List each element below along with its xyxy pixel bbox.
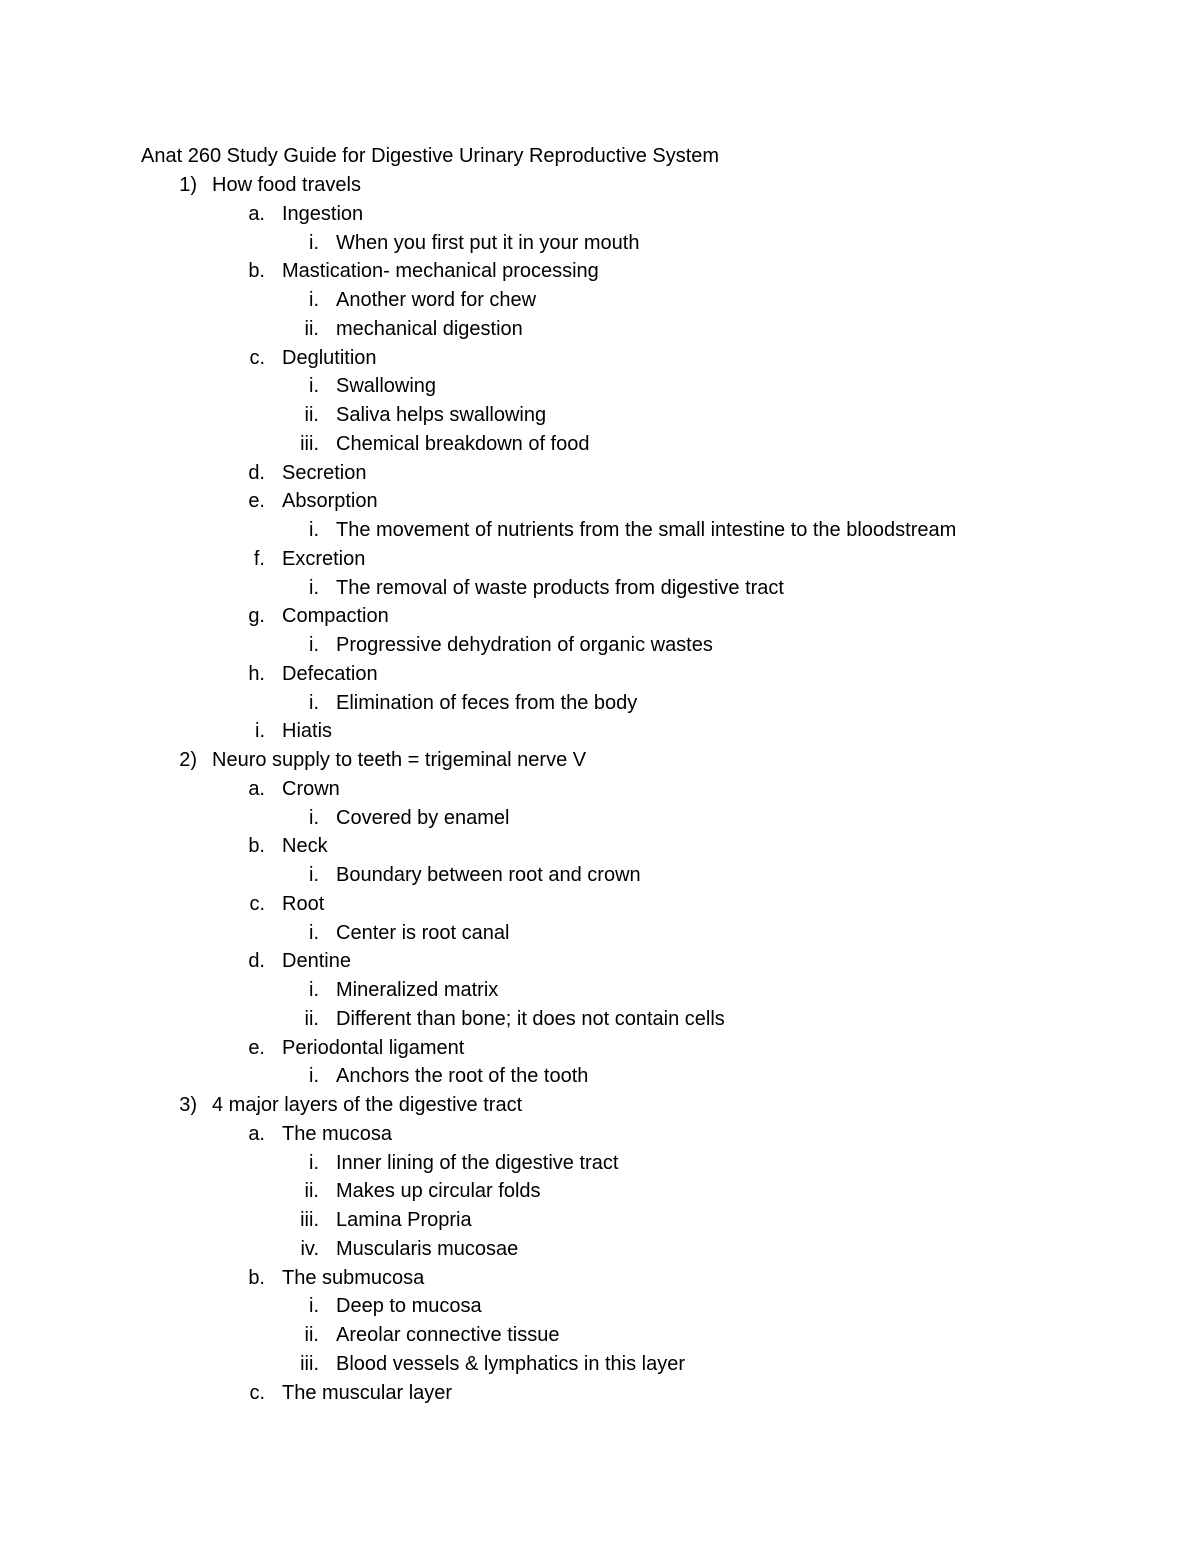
- list-item-text: Muscularis mucosae: [336, 1237, 519, 1260]
- list-item-text: Crown: [282, 777, 340, 800]
- outline-item-level-3: [0, 1235, 1200, 1264]
- list-marker: iii.: [300, 1209, 319, 1231]
- list-item-text: The submucosa: [282, 1266, 425, 1289]
- list-item-text: Different than bone; it does not contain cells: [336, 1007, 725, 1030]
- list-item-text: Elimination of feces from the body: [336, 691, 638, 714]
- list-item-text: Blood vessels & lymphatics in this layer: [336, 1352, 686, 1375]
- outline-item-level-3: [0, 631, 1200, 660]
- list-marker: i.: [309, 634, 319, 656]
- list-item-text: When you first put it in your mouth: [336, 231, 640, 254]
- list-marker: i.: [309, 1065, 319, 1088]
- outline-item-level-3: [0, 286, 1200, 315]
- list-item-text: Defecation: [282, 662, 378, 685]
- outline-item-level-3: [0, 1062, 1200, 1091]
- outline-item-level-3: [0, 1177, 1200, 1206]
- outline-item-level-3: [0, 401, 1200, 430]
- outline-item-level-2: [0, 660, 1200, 689]
- list-item-text: Dentine: [282, 950, 351, 973]
- list-item-text: Another word for chew: [336, 289, 537, 311]
- list-marker: iv.: [300, 1237, 319, 1260]
- outline-item-level-2: [0, 890, 1200, 919]
- outline-item-level-3: [0, 1321, 1200, 1350]
- list-marker: i.: [309, 806, 319, 829]
- list-item-text: Areolar connective tissue: [336, 1324, 560, 1346]
- outline-item-level-1: [0, 1091, 1200, 1120]
- list-item-text: Mastication- mechanical processing: [282, 260, 599, 283]
- outline-item-level-2: [0, 344, 1200, 373]
- list-item-text: Root: [282, 892, 325, 915]
- list-item-text: Deep to mucosa: [336, 1295, 482, 1318]
- list-marker: 1): [179, 174, 197, 196]
- outline-item-level-3: [0, 976, 1200, 1005]
- list-item-text: Neck: [282, 835, 328, 858]
- document-title: Anat 260 Study Guide for Digestive Urinary Reproductive System: [141, 145, 720, 167]
- list-item-text: Chemical breakdown of food: [336, 432, 590, 455]
- outline-item-level-3: [0, 372, 1200, 401]
- outline-item-level-3: [0, 516, 1200, 545]
- list-item-text: How food travels: [212, 174, 361, 196]
- outline-item-level-2: [0, 832, 1200, 861]
- list-marker: i.: [309, 375, 319, 398]
- list-marker: h.: [248, 662, 265, 685]
- outline-item-level-2: [0, 717, 1200, 746]
- outline-item-level-2: [0, 1120, 1200, 1149]
- list-item-text: Lamina Propria: [336, 1209, 472, 1231]
- list-marker: a.: [248, 1122, 265, 1145]
- list-item-text: Neuro supply to teeth = trigeminal nerve V: [212, 749, 587, 771]
- outline-item-level-3: [0, 919, 1200, 948]
- outline-item-level-2: [0, 459, 1200, 488]
- list-item-text: The movement of nutrients from the small intestine to the bloodstream: [336, 519, 957, 541]
- list-marker: i.: [309, 921, 319, 944]
- outline-item-level-3: [0, 229, 1200, 258]
- list-item-text: Inner lining of the digestive tract: [336, 1151, 619, 1174]
- list-item-text: Covered by enamel: [336, 806, 510, 829]
- outline-item-level-2: [0, 947, 1200, 976]
- outline-item-level-3: [0, 689, 1200, 718]
- list-item-text: Saliva helps swallowing: [336, 404, 547, 426]
- list-item-text: Makes up circular folds: [336, 1180, 541, 1203]
- list-marker: d.: [248, 950, 265, 973]
- outline-item-level-1: [0, 171, 1200, 200]
- list-marker: 3): [179, 1094, 197, 1116]
- list-marker: i.: [309, 691, 319, 714]
- outline-list: [0, 171, 1200, 1407]
- list-marker: b.: [248, 260, 265, 283]
- list-marker: ii.: [304, 404, 319, 426]
- list-item-text: Ingestion: [282, 202, 364, 225]
- list-item-text: Excretion: [282, 547, 366, 570]
- outline-item-level-2: [0, 200, 1200, 229]
- list-item-text: Boundary between root and crown: [336, 864, 641, 886]
- list-marker: ii.: [304, 317, 319, 340]
- outline-item-level-2: [0, 602, 1200, 631]
- list-marker: d.: [248, 461, 265, 484]
- outline-item-level-3: [0, 430, 1200, 459]
- outline-item-level-2: [0, 257, 1200, 286]
- outline-item-level-3: [0, 861, 1200, 890]
- outline-item-level-3: [0, 315, 1200, 344]
- list-marker: i.: [309, 289, 319, 311]
- list-marker: c.: [249, 892, 265, 915]
- outline-item-level-2: [0, 487, 1200, 516]
- outline-item-level-3: [0, 1206, 1200, 1235]
- list-item-text: Periodontal ligament: [282, 1036, 465, 1059]
- outline-item-level-2: [0, 1264, 1200, 1293]
- list-marker: iii.: [300, 432, 319, 455]
- list-marker: f.: [253, 547, 265, 570]
- list-item-text: The muscular layer: [282, 1381, 453, 1404]
- list-marker: g.: [248, 605, 265, 628]
- outline-item-level-1: [0, 746, 1200, 775]
- list-marker: i.: [309, 576, 319, 599]
- list-item-text: The removal of waste products from digestive tract: [336, 576, 784, 599]
- list-marker: i.: [255, 720, 265, 743]
- list-marker: e.: [248, 490, 265, 513]
- outline-item-level-3: [0, 804, 1200, 833]
- outline-item-level-2: [0, 1379, 1200, 1408]
- list-item-text: Anchors the root of the tooth: [336, 1065, 589, 1088]
- list-item-text: Secretion: [282, 461, 367, 484]
- list-marker: ii.: [304, 1007, 319, 1030]
- list-item-text: Absorption: [282, 490, 378, 513]
- list-marker: i.: [309, 864, 319, 886]
- list-item-text: Compaction: [282, 605, 389, 628]
- outline-item-level-3: [0, 1350, 1200, 1379]
- list-marker: e.: [248, 1036, 265, 1059]
- list-marker: i.: [309, 979, 319, 1001]
- outline-item-level-3: [0, 1292, 1200, 1321]
- list-item-text: Deglutition: [282, 346, 377, 369]
- list-marker: c.: [249, 1381, 265, 1404]
- list-marker: b.: [248, 835, 265, 858]
- list-marker: a.: [248, 202, 265, 225]
- list-item-text: 4 major layers of the digestive tract: [212, 1094, 523, 1116]
- outline-item-level-2: [0, 545, 1200, 574]
- list-item-text: Center is root canal: [336, 921, 510, 944]
- list-item-text: Hiatis: [282, 720, 333, 743]
- outline-item-level-3: [0, 1149, 1200, 1178]
- outline-item-level-3: [0, 574, 1200, 603]
- list-marker: 2): [179, 749, 197, 771]
- list-marker: ii.: [304, 1180, 319, 1203]
- list-item-text: mechanical digestion: [336, 317, 523, 340]
- list-marker: i.: [309, 1295, 319, 1318]
- list-marker: i.: [309, 519, 319, 541]
- list-marker: c.: [249, 346, 265, 369]
- list-item-text: The mucosa: [282, 1122, 393, 1145]
- list-marker: iii.: [300, 1352, 319, 1375]
- list-item-text: Swallowing: [336, 375, 437, 398]
- list-marker: ii.: [304, 1324, 319, 1346]
- outline-item-level-2: [0, 775, 1200, 804]
- list-item-text: Progressive dehydration of organic wastes: [336, 634, 713, 656]
- outline-item-level-3: [0, 1005, 1200, 1034]
- list-marker: a.: [248, 777, 265, 800]
- list-marker: b.: [248, 1266, 265, 1289]
- list-marker: i.: [309, 1151, 319, 1174]
- list-item-text: Mineralized matrix: [336, 979, 499, 1001]
- outline-item-level-2: [0, 1034, 1200, 1063]
- list-marker: i.: [309, 231, 319, 254]
